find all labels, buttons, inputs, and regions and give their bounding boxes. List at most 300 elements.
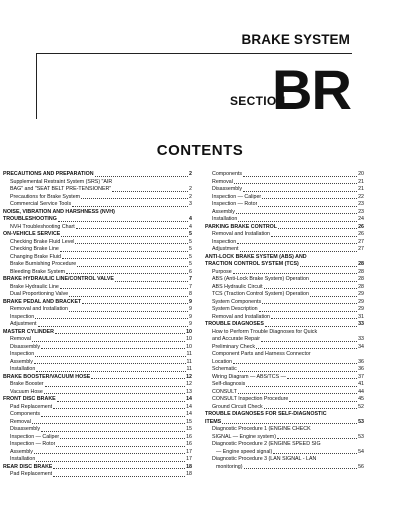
toc-entry[interactable] (205, 201, 364, 209)
toc-entry-text: Schematic (212, 366, 237, 372)
toc-leader-dots (258, 206, 357, 207)
toc-page-number: 7 (189, 276, 192, 282)
toc-leader-dots (271, 318, 357, 319)
toc-entry-text: Diagnostic Procedure 3 (LAN SIGNAL - LAN (212, 456, 317, 462)
toc-leader-dots (53, 408, 185, 409)
toc-page-number: 5 (189, 238, 192, 245)
toc-entry[interactable] (3, 396, 192, 404)
toc-leader-dots (58, 221, 188, 222)
toc-page-number: 5 (189, 261, 192, 267)
toc-entry-text: Assembly (10, 448, 33, 455)
toc-entry[interactable] (3, 224, 192, 232)
toc-page-number: 10 (186, 336, 192, 342)
toc-page-number: 4 (189, 216, 192, 222)
toc-leader-dots (60, 251, 188, 252)
toc-leader-dots (273, 453, 357, 454)
toc-page-number: 15 (186, 418, 192, 425)
toc-entry-text: MASTER CYLINDER (3, 328, 54, 335)
toc-page-number: 14 (186, 396, 192, 402)
toc-entry[interactable] (205, 269, 364, 277)
toc-entry[interactable] (3, 351, 192, 359)
toc-entry[interactable] (205, 194, 364, 202)
toc-entry-text: CONSULT Inspection Procedure (212, 396, 289, 402)
toc-leader-dots (36, 371, 185, 372)
toc-page-number: 7 (189, 283, 192, 290)
toc-leader-dots (53, 468, 185, 469)
toc-page-number: 29 (358, 291, 364, 297)
toc-entry[interactable] (3, 359, 192, 367)
toc-entry[interactable] (3, 464, 192, 472)
toc-entry-text: Supplemental Restraint System (SRS) "AIR (10, 178, 113, 185)
toc-entry[interactable] (205, 419, 364, 427)
toc-entry-text: TROUBLESHOOTING (3, 216, 57, 222)
toc-entry[interactable] (3, 456, 192, 464)
section-code: BR (272, 58, 351, 121)
toc-leader-dots (261, 341, 357, 342)
toc-leader-dots (82, 303, 188, 304)
toc-leader-dots (61, 236, 188, 237)
toc-entry[interactable] (205, 209, 364, 217)
toc-entry-text: BRAKE PEDAL AND BRACKET (3, 298, 82, 305)
toc-entry[interactable] (205, 389, 364, 397)
toc-leader-dots (69, 296, 188, 297)
toc-entry-text: Assembly (10, 358, 33, 365)
toc-page-number: 28 (358, 283, 364, 290)
toc-page-number: 9 (189, 313, 192, 320)
toc-entry-text: BAG" and "SEAT BELT PRE-TENSIONER" (10, 186, 112, 192)
toc-entry[interactable] (3, 434, 192, 442)
toc-leader-dots (41, 416, 185, 417)
toc-leader-dots (38, 326, 189, 327)
toc-entry-text: Diagnostic Procedure 1 (ENGINE CHECK (212, 426, 311, 432)
toc-entry[interactable] (3, 261, 192, 269)
toc-entry[interactable] (205, 179, 364, 187)
toc-entry[interactable] (3, 419, 192, 427)
toc-entry-text: Removal (10, 336, 31, 342)
toc-entry-text: Changing Brake Fluid (10, 253, 61, 260)
toc-page-number: 45 (358, 396, 364, 402)
toc-page-number: 2 (189, 171, 192, 177)
toc-right-column (205, 171, 364, 471)
toc-entry-text: Removal and Installation (212, 231, 271, 237)
toc-leader-dots (234, 183, 357, 184)
toc-page-number: 21 (358, 186, 364, 192)
toc-entry-text: Components (10, 411, 41, 417)
toc-entry[interactable] (3, 314, 192, 322)
toc-entry[interactable] (3, 216, 192, 224)
toc-page-number: 6 (189, 268, 192, 275)
toc-entry[interactable] (3, 186, 192, 194)
toc-entry[interactable] (205, 366, 364, 374)
toc-entry[interactable] (3, 231, 192, 239)
toc-entry[interactable] (205, 344, 364, 352)
toc-entry[interactable] (3, 291, 192, 299)
toc-entry-text: TROUBLE DIAGNOSES FOR SELF-DIAGNOSTIC (205, 411, 327, 417)
toc-entry[interactable] (205, 374, 364, 382)
toc-entry-text: TRACTION CONTROL SYSTEM (TCS) (205, 261, 299, 267)
toc-entry-text: Removal (10, 418, 31, 425)
toc-entry-text: Inspection (10, 351, 35, 357)
toc-entry[interactable] (205, 404, 364, 412)
toc-leader-dots (34, 363, 186, 364)
toc-entry[interactable] (3, 344, 192, 352)
toc-entry-text: Installation (212, 216, 238, 222)
toc-entry-text: BRAKE HYDRAULIC LINE/CONTROL VALVE (3, 276, 114, 282)
toc-entry[interactable] (3, 441, 192, 449)
toc-entry[interactable] (205, 381, 364, 389)
toc-entry-text: NOISE, VIBRATION AND HARSHNESS (NVH) (3, 208, 115, 215)
toc-page-number: 23 (358, 208, 364, 215)
toc-page-number: 44 (358, 388, 364, 395)
toc-entry-text: Inspection — Caliper (10, 433, 60, 440)
toc-entry[interactable] (205, 321, 364, 329)
toc-leader-dots (53, 476, 185, 477)
toc-entry[interactable] (3, 411, 192, 419)
toc-entry-text: Self-diagnosis (212, 381, 246, 387)
toc-page-number: 52 (358, 403, 364, 410)
toc-entry-text: ON-VEHICLE SERVICE (3, 231, 61, 237)
toc-entry-text: Removal and Installation (212, 313, 271, 320)
toc-page-number: 5 (189, 253, 192, 260)
toc-entry[interactable] (3, 194, 192, 202)
toc-entry[interactable] (205, 306, 364, 314)
toc-leader-dots (32, 341, 185, 342)
toc-page-number: 10 (186, 328, 192, 335)
toc-leader-dots (41, 348, 185, 349)
toc-page-number: 11 (186, 358, 192, 365)
toc-entry[interactable] (3, 306, 192, 314)
toc-page-number: 24 (358, 216, 364, 222)
toc-entry-text: REAR DISC BRAKE (3, 463, 53, 470)
toc-page-number: 20 (358, 171, 364, 177)
toc-entry-text: Pad Replacement (10, 403, 53, 410)
toc-entry[interactable] (3, 426, 192, 434)
toc-entry[interactable] (3, 336, 192, 344)
toc-entry[interactable] (205, 299, 364, 307)
toc-entry-text: Brake Burnishing Procedure (10, 261, 77, 267)
toc-leader-dots (36, 461, 185, 462)
toc-entry-text: Checking Brake Fluid Level (10, 238, 75, 245)
toc-entry[interactable] (3, 366, 192, 374)
toc-page-number: 12 (186, 373, 192, 380)
toc-entry-text: Disassembly (10, 343, 41, 350)
toc-entry-text: Bleeding Brake System (10, 268, 66, 275)
toc-leader-dots (237, 243, 357, 244)
toc-leader-dots (60, 288, 188, 289)
toc-entry[interactable] (3, 276, 192, 284)
toc-page-number: 13 (186, 388, 192, 395)
toc-page-number: 9 (189, 306, 192, 312)
toc-entry[interactable] (3, 449, 192, 457)
toc-entry[interactable] (3, 246, 192, 254)
toc-page-number: 11 (186, 351, 192, 357)
toc-page-number: 36 (358, 358, 364, 365)
toc-entry[interactable] (3, 269, 192, 277)
toc-leader-dots (233, 363, 357, 364)
toc-entry-text: and Accurate Repair (212, 336, 260, 342)
toc-leader-dots (56, 446, 185, 447)
toc-entry-text: System Components (212, 298, 262, 305)
toc-page-number: 21 (358, 178, 364, 185)
toc-entry[interactable] (205, 224, 364, 232)
toc-leader-dots (262, 198, 357, 199)
toc-leader-dots (246, 386, 357, 387)
toc-page-number: 29 (358, 298, 364, 305)
toc-entry[interactable] (205, 464, 364, 472)
toc-leader-dots (238, 371, 357, 372)
toc-page-number: 2 (189, 193, 192, 200)
toc-leader-dots (76, 228, 188, 229)
toc-leader-dots (289, 401, 357, 402)
toc-entry[interactable] (205, 231, 364, 239)
toc-entry-text: TROUBLE DIAGNOSES (205, 321, 264, 327)
toc-entry-text: Disassembly (10, 426, 41, 432)
toc-page-number: 53 (358, 418, 364, 425)
toc-leader-dots (75, 243, 188, 244)
toc-leader-dots (115, 281, 188, 282)
toc-entry[interactable] (3, 404, 192, 412)
toc-page-number: 28 (358, 268, 364, 275)
toc-entry[interactable] (205, 261, 364, 269)
toc-entry-text: TCS (Traction Control System) Operation (212, 291, 309, 297)
toc-leader-dots (287, 378, 357, 379)
toc-page-number: 54 (358, 448, 364, 455)
toc-leader-dots (35, 318, 188, 319)
toc-leader-dots (264, 408, 357, 409)
toc-entry[interactable] (3, 329, 192, 337)
toc-entry[interactable] (3, 471, 192, 479)
toc-entry-text: — Engine speed signal) (216, 448, 273, 455)
toc-entry-text: Dual Proportioning Valve (10, 291, 69, 297)
page-title: BRAKE SYSTEM (241, 32, 350, 47)
toc-page-number: 26 (358, 231, 364, 237)
toc-entry-text: Diagnostic Procedure 2 (ENGINE SPEED SIG (212, 441, 321, 447)
toc-entry-text: Component Parts and Harness Connector (212, 351, 311, 357)
toc-page-number: 27 (358, 238, 364, 245)
toc-entry-text: PRECAUTIONS AND PREPARATION (3, 171, 94, 177)
toc-leader-dots (262, 303, 357, 304)
toc-entry-text: Inspection — Rotor (10, 441, 56, 447)
toc-page-number: 10 (186, 343, 192, 350)
toc-entry-text: Inspection (10, 313, 35, 320)
toc-leader-dots (41, 431, 185, 432)
toc-entry-text: Brake Booster (10, 381, 44, 387)
toc-page-number: 31 (358, 313, 364, 320)
toc-entry-text: Inspection (212, 238, 237, 245)
toc-leader-dots (60, 438, 185, 439)
toc-entry-text: Location (212, 358, 233, 365)
toc-entry[interactable] (205, 359, 364, 367)
toc-entry-text: ITEMS (205, 418, 222, 425)
toc-page-number: 9 (189, 321, 192, 327)
toc-entry[interactable] (205, 171, 364, 179)
toc-entry-text: FRONT DISC BRAKE (3, 396, 56, 402)
toc-leader-dots (233, 273, 357, 274)
toc-entry-text: Commercial Service Tools (10, 201, 72, 207)
toc-page-number: 14 (186, 411, 192, 417)
toc-leader-dots (45, 386, 186, 387)
toc-page-number: 29 (358, 306, 364, 312)
toc-page-number: 28 (358, 261, 364, 267)
toc-entry-text: System Description (212, 306, 258, 312)
toc-entry-text: Removal (212, 178, 233, 185)
toc-entry-text: Disassembly (212, 186, 243, 192)
toc-page-number: 4 (189, 223, 192, 230)
toc-leader-dots (32, 423, 185, 424)
toc-entry-text: Vacuum Hose (10, 388, 43, 395)
toc-page-number: 17 (186, 456, 192, 462)
toc-page-number: 12 (186, 381, 192, 387)
toc-entry-text: BRAKE BOOSTER/VACUUM HOSE (3, 373, 91, 380)
toc-entry-text: Purpose (212, 268, 232, 275)
toc-entry-text: Preliminary Check (212, 343, 255, 350)
toc-leader-dots (35, 356, 185, 357)
toc-entry[interactable] (205, 239, 364, 247)
toc-entry[interactable] (205, 284, 364, 292)
toc-entry-text: Checking Brake Line (10, 246, 59, 252)
toc-entry[interactable] (3, 374, 192, 382)
toc-page-number: 33 (358, 321, 364, 327)
toc-page-number: 41 (358, 381, 364, 387)
toc-entry[interactable] (205, 314, 364, 322)
toc-entry-text: Inspection — Rotor (212, 201, 258, 207)
toc-page-number: 26 (358, 223, 364, 230)
toc-left-column (3, 171, 192, 479)
toc-entry-text: Removal and Installation (10, 306, 69, 312)
section-label: SECTION (230, 94, 286, 108)
toc-entry-text: ABS Hydraulic Circuit (212, 283, 263, 290)
contents-heading: CONTENTS (156, 142, 244, 159)
toc-leader-dots (277, 438, 357, 439)
toc-leader-dots (62, 258, 188, 259)
toc-entry-text: monitoring) (216, 463, 243, 470)
toc-leader-dots (238, 221, 357, 222)
toc-entry[interactable] (3, 239, 192, 247)
toc-leader-dots (91, 378, 185, 379)
toc-leader-dots (310, 281, 357, 282)
toc-leader-dots (265, 326, 357, 327)
toc-leader-dots (243, 191, 357, 192)
toc-entry[interactable] (205, 396, 364, 404)
toc-entry[interactable] (205, 449, 364, 457)
toc-entry[interactable] (205, 336, 364, 344)
toc-page-number: 27 (358, 246, 364, 252)
toc-page-number: 36 (358, 366, 364, 372)
toc-leader-dots (55, 333, 185, 334)
toc-page-number: 8 (189, 291, 192, 297)
toc-leader-dots (243, 176, 357, 177)
toc-leader-dots (72, 206, 188, 207)
toc-entry[interactable] (205, 186, 364, 194)
toc-page-number: 53 (358, 433, 364, 440)
toc-leader-dots (34, 453, 185, 454)
toc-leader-dots (222, 423, 357, 424)
toc-entry-text: PARKING BRAKE CONTROL (205, 223, 277, 230)
toc-page-number: 5 (189, 231, 192, 237)
toc-page-number: 37 (358, 373, 364, 380)
toc-entry-text: Components (212, 171, 243, 177)
toc-page-number: 34 (358, 343, 364, 350)
toc-page-number: 28 (358, 276, 364, 282)
toc-entry[interactable] (3, 299, 192, 307)
toc-entry-text: Installation (10, 456, 36, 462)
toc-leader-dots (95, 176, 189, 177)
toc-entry[interactable] (3, 284, 192, 292)
toc-leader-dots (240, 251, 358, 252)
toc-page-number: 11 (186, 366, 192, 372)
toc-page-number: 2 (189, 186, 192, 192)
toc-entry-text: Installation (10, 366, 36, 372)
toc-entry-text: Adjustment (10, 321, 37, 327)
toc-entry-text: Adjustment (212, 246, 239, 252)
toc-leader-dots (244, 468, 358, 469)
toc-entry[interactable] (3, 171, 192, 179)
toc-leader-dots (278, 228, 357, 229)
toc-entry-text: NVH Troubleshooting Chart (10, 223, 75, 230)
toc-leader-dots (77, 266, 188, 267)
toc-page-number: 33 (358, 336, 364, 342)
toc-entry[interactable] (205, 246, 364, 254)
toc-leader-dots (69, 311, 188, 312)
toc-entry-text: Pad Replacement (10, 471, 53, 477)
toc-entry-text: Precautions for Brake System (10, 193, 81, 200)
toc-page-number: 14 (186, 403, 192, 410)
toc-leader-dots (112, 191, 188, 192)
toc-page-number: 5 (189, 246, 192, 252)
toc-entry-text: Wiring Diagram — ABS/TCS — (212, 373, 286, 380)
toc-leader-dots (66, 273, 188, 274)
toc-entry-text: Assembly (212, 208, 235, 215)
toc-leader-dots (238, 393, 357, 394)
toc-entry[interactable] (3, 381, 192, 389)
toc-entry[interactable] (3, 254, 192, 262)
toc-entry[interactable] (3, 321, 192, 329)
toc-leader-dots (57, 401, 185, 402)
toc-leader-dots (310, 296, 357, 297)
toc-page-number: 56 (358, 463, 364, 470)
toc-page-number: 23 (358, 201, 364, 207)
toc-entry-text: ANTI-LOCK BRAKE SYSTEM (ABS) AND (205, 253, 307, 260)
toc-entry-text: ABS (Anti-Lock Brake System) Operation (212, 276, 309, 282)
toc-leader-dots (236, 213, 357, 214)
toc-page-number: 3 (189, 201, 192, 207)
toc-entry[interactable] (3, 389, 192, 397)
toc-entry[interactable] (205, 276, 364, 284)
toc-entry[interactable] (205, 216, 364, 224)
toc-leader-dots (264, 288, 357, 289)
toc-entry-text: SIGNAL — Engine system) (212, 433, 276, 440)
toc-page-number: 17 (186, 448, 192, 455)
toc-leader-dots (81, 198, 188, 199)
toc-leader-dots (300, 266, 357, 267)
toc-leader-dots (271, 236, 357, 237)
toc-entry[interactable] (205, 434, 364, 442)
toc-page-number: 16 (186, 433, 192, 440)
toc-entry-text: CONSULT (212, 388, 237, 395)
toc-entry-text: Brake Hydraulic Line (10, 283, 59, 290)
toc-leader-dots (256, 348, 357, 349)
toc-entry-text: How to Perform Trouble Diagnoses for Quick (212, 328, 318, 335)
toc-entry[interactable] (205, 291, 364, 299)
toc-page-number: 18 (186, 471, 192, 477)
toc-page-number: 15 (186, 426, 192, 432)
toc-page-number: 16 (186, 441, 192, 447)
toc-entry-text: Ground Circuit Check (212, 403, 263, 410)
toc-page-number: 9 (189, 298, 192, 305)
toc-leader-dots (259, 311, 357, 312)
toc-leader-dots (44, 393, 185, 394)
toc-entry[interactable] (3, 201, 192, 209)
